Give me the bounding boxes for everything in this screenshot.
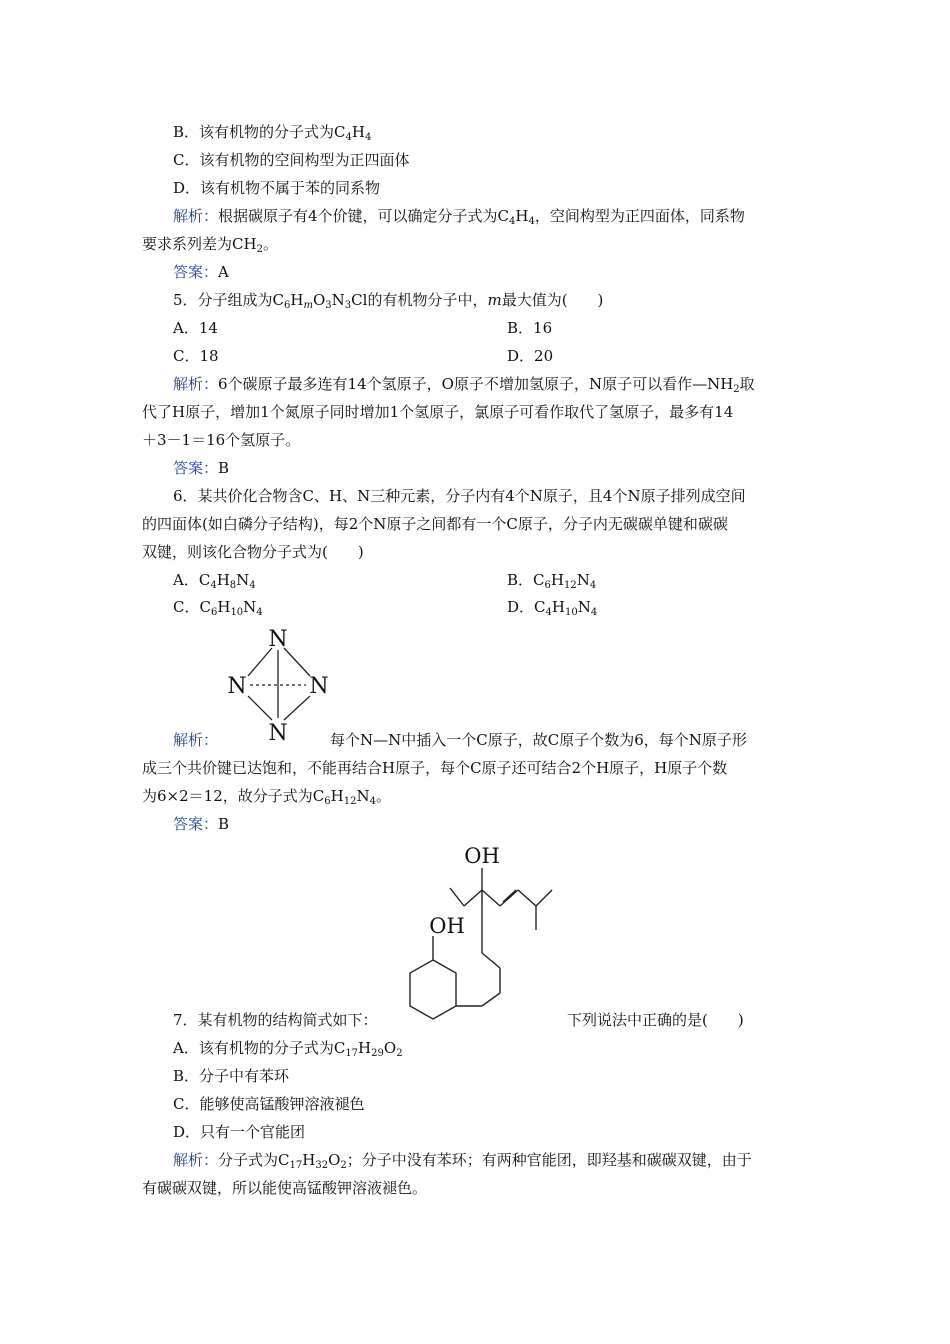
q6-option-b: B．$C_6H_{12}N_4$ (507, 571, 597, 591)
q6-stem-line-3: 双键，则该化合物分子式为( ) (142, 543, 364, 561)
bond-line (248, 648, 272, 676)
q7-option-a: A．该有机物的分子式为$C_{17}H_{29}O_2$ (173, 1039, 403, 1059)
q6-stem-line-2: 的四面体(如白磷分子结构)，每2个N原子之间都有一个C原子，分子内无碳碳单键和碳碳 (142, 515, 728, 533)
q5-answer: 答案：B (173, 459, 230, 477)
bond-line (482, 890, 500, 906)
bond-line (284, 696, 310, 720)
q7-structure-diagram (400, 838, 565, 1028)
q7-option-c: C．能够使高锰酸钾溶液褪色 (173, 1095, 365, 1113)
q7-option-d: D．只有一个官能团 (173, 1123, 306, 1141)
q5-stem: 5．分子组成为$C_6H_mO_3N_3Cl$的有机物分子中，m最大值为( ) (173, 291, 604, 311)
oh-label-ring: OH (429, 914, 465, 938)
q5-analysis-line-2: 代了H原子，增加1个氮原子同时增加1个氢原子，氯原子可看作取代了氢原子，最多有14 (142, 403, 734, 421)
answer-label: 答案： (173, 815, 219, 833)
q4-option-d: D．该有机物不属于苯的同系物 (173, 179, 381, 197)
q6-option-a: A．$C_4H_8N_4$ (173, 571, 256, 591)
bond-line (482, 953, 500, 968)
q7-stem-end: 下列说法中正确的是( ) (567, 1011, 744, 1029)
answer-label: 答案： (173, 263, 219, 281)
q6-option-c: C．$C_6H_{10}N_4$ (173, 598, 263, 618)
q4-analysis-line-2: 要求系列差为$CH_2$。 (142, 235, 278, 255)
bond-line (518, 890, 536, 906)
bond-line (284, 648, 310, 676)
n-atom-bottom: N (268, 721, 288, 746)
q5-option-a: A．14 (173, 319, 218, 337)
q6-stem-line-1: 6．某共价化合物含C、H、N三种元素，分子内有4个N原子，且4个N原子排列成空间 (173, 487, 746, 505)
analysis-label: 解析： (173, 375, 219, 393)
q5-analysis-line-1: 解析：6个碳原子最多连有14个氢原子，O原子不增加氢原子，N原子可以看作$—NH_2$取 (173, 375, 755, 395)
q7-stem-start: 7．某有机物的结构简式如下： (173, 1011, 378, 1029)
bond-line (248, 696, 272, 720)
q5-option-c: C．18 (173, 347, 219, 365)
q4-option-b: B．该有机物的分子式为$C_4H_4$ (173, 123, 372, 143)
analysis-label: 解析： (173, 207, 219, 225)
q6-analysis-line-2: 成三个共价键已达饱和，不能再结合H原子，每个C原子还可结合2个H原子，H原子个数 (142, 759, 728, 777)
n-atom-top: N (268, 627, 288, 652)
q4-option-c: C．该有机物的空间构型为正四面体 (173, 151, 410, 169)
q6-option-d: D．$C_4H_{10}N_4$ (507, 598, 598, 618)
bond-line (464, 890, 482, 906)
n-atom-left: N (227, 674, 247, 699)
q5-option-d: D．20 (507, 347, 554, 365)
q6-analysis-line-1: 每个N—N中插入一个C原子，故C原子个数为6，每个N原子形 (330, 731, 747, 749)
q7-analysis-line-1: 解析：分子式为$C_{17}H_{32}O_2$；分子中没有苯环；有两种官能团，即羟基和碳碳双键，由于 (173, 1151, 752, 1171)
answer-label: 答案： (173, 459, 219, 477)
oh-label-top: OH (464, 844, 500, 868)
q4-analysis-line-1: 解析：根据碳原子有4个价键，可以确定分子式为$C_4H_4$，空间构型为正四面体，同系物 (173, 207, 745, 227)
q4-answer: 答案：A (173, 263, 229, 281)
bond-line (500, 890, 518, 906)
double-bond-line (503, 890, 516, 902)
q7-analysis-line-2: 有碳碳双键，所以能使高锰酸钾溶液褪色。 (142, 1179, 428, 1197)
q6-analysis-label: 解析： (173, 731, 219, 749)
bond-line (450, 888, 464, 906)
q5-option-b: B．16 (507, 319, 553, 337)
bond-line (482, 993, 500, 1006)
cyclohexane-ring (410, 960, 456, 1019)
q6-analysis-line-3: 为6×2＝12，故分子式为$C_6H_{12}N_4$。 (142, 787, 391, 807)
q6-answer: 答案：B (173, 815, 230, 833)
n4-tetrahedron-diagram (220, 622, 340, 747)
q5-analysis-line-3: ＋3－1＝16个氢原子。 (142, 431, 301, 449)
bond-line (536, 890, 552, 906)
n-atom-right: N (309, 674, 329, 699)
analysis-label: 解析： (173, 1151, 219, 1169)
q7-option-b: B．分子中有苯环 (173, 1067, 290, 1085)
